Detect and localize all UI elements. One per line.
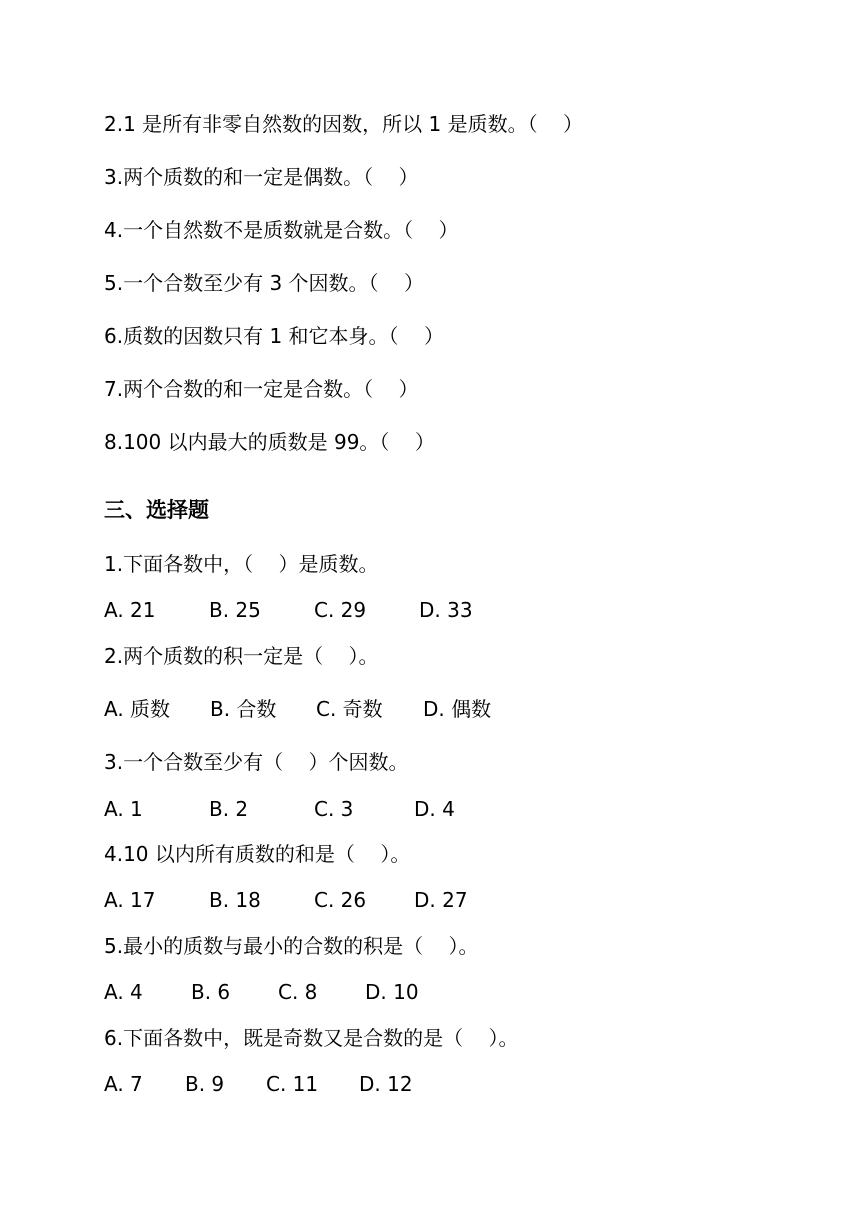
choice-6-option-d: D. 12 xyxy=(359,1072,413,1096)
choice-2-option-a: A. 质数 xyxy=(104,697,171,721)
choice-1-option-d: D. 33 xyxy=(419,598,473,622)
choice-3-option-b: B. 2 xyxy=(209,797,249,821)
choice-4-option-a: A. 17 xyxy=(104,888,156,912)
choice-5-option-b: B. 6 xyxy=(191,980,231,1004)
choice-6-option-b: B. 9 xyxy=(185,1072,225,1096)
judgment-question-5: 5.一个合数至少有 3 个因数。（ ） xyxy=(104,271,424,295)
judgment-question-6: 6.质数的因数只有 1 和它本身。（ ） xyxy=(104,324,444,348)
choice-6-option-c: C. 11 xyxy=(266,1072,319,1096)
choice-question-3: 3.一个合数至少有（ ）个因数。 xyxy=(104,750,409,774)
choice-6-option-a: A. 7 xyxy=(104,1072,143,1096)
choice-3-option-c: C. 3 xyxy=(314,797,354,821)
section-heading: 三、选择题 xyxy=(104,498,209,522)
choice-4-option-d: D. 27 xyxy=(414,888,468,912)
choice-question-1: 1.下面各数中，（ ）是质数。 xyxy=(104,552,379,576)
choice-4-option-c: C. 26 xyxy=(314,888,367,912)
choice-2-option-d: D. 偶数 xyxy=(423,697,492,721)
choice-1-option-b: B. 25 xyxy=(209,598,261,622)
choice-question-6: 6.下面各数中，既是奇数又是合数的是（ ）。 xyxy=(104,1026,519,1050)
judgment-question-3: 3.两个质数的和一定是偶数。（ ） xyxy=(104,165,419,189)
choice-2-option-c: C. 奇数 xyxy=(316,697,383,721)
choice-question-5: 5.最小的质数与最小的合数的积是（ ）。 xyxy=(104,934,479,958)
choice-5-option-a: A. 4 xyxy=(104,980,143,1004)
choice-question-4: 4.10 以内所有质数的和是（ ）。 xyxy=(104,842,411,866)
choice-5-option-c: C. 8 xyxy=(278,980,318,1004)
choice-2-option-b: B. 合数 xyxy=(210,697,277,721)
choice-3-option-a: A. 1 xyxy=(104,797,143,821)
choice-5-option-d: D. 10 xyxy=(365,980,419,1004)
judgment-question-7: 7.两个合数的和一定是合数。（ ） xyxy=(104,377,419,401)
judgment-question-8: 8.100 以内最大的质数是 99。（ ） xyxy=(104,430,435,454)
choice-1-option-a: A. 21 xyxy=(104,598,156,622)
judgment-question-2: 2.1 是所有非零自然数的因数，所以 1 是质数。（ ） xyxy=(104,112,584,136)
judgment-question-4: 4.一个自然数不是质数就是合数。（ ） xyxy=(104,218,459,242)
choice-3-option-d: D. 4 xyxy=(414,797,455,821)
choice-4-option-b: B. 18 xyxy=(209,888,261,912)
choice-1-option-c: C. 29 xyxy=(314,598,367,622)
choice-question-2: 2.两个质数的积一定是（ ）。 xyxy=(104,644,379,668)
